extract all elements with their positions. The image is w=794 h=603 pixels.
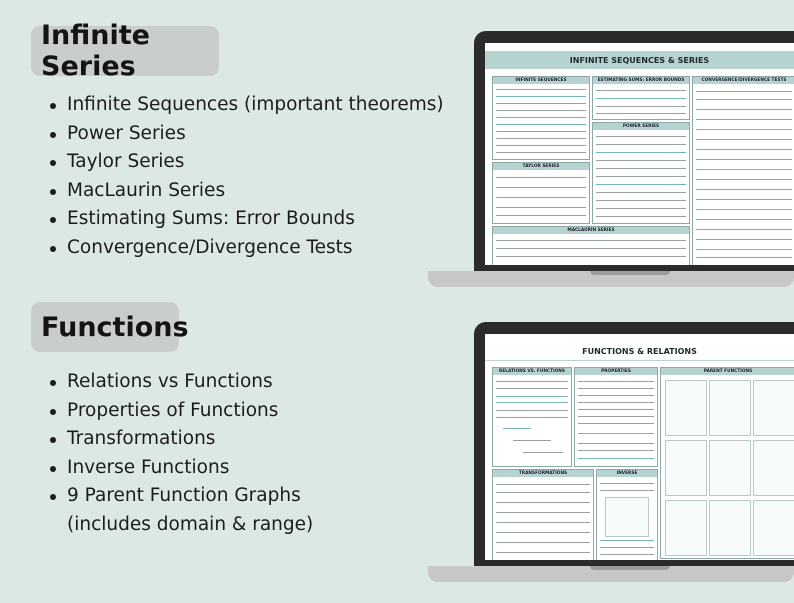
bullet-item: 9 Parent Function Graphs: [48, 482, 313, 511]
sheet-box: PROPERTIES: [574, 367, 658, 467]
sheet-title: FUNCTIONS & RELATIONS: [485, 342, 794, 361]
sheet-box: RELATIONS VS. FUNCTIONS: [492, 367, 572, 467]
sheet-box: ESTIMATING SUMS: ERROR BOUNDS: [592, 76, 690, 120]
sheet-box: INFINITE SEQUENCES: [492, 76, 590, 160]
bullet-item: Transformations: [48, 425, 313, 454]
bullet-item: Convergence/Divergence Tests: [48, 234, 444, 263]
bullet-item: Properties of Functions: [48, 397, 313, 426]
bullet-item: Infinite Sequences (important theorems): [48, 91, 444, 120]
sheet-box: CONVERGENCE/DIVERGENCE TESTS: [692, 76, 794, 265]
sheet-box: TRANSFORMATIONS: [492, 469, 594, 560]
bullet-item: Power Series: [48, 120, 444, 149]
sheet-box: INVERSE: [596, 469, 658, 560]
sheet-title: INFINITE SEQUENCES & SERIES: [485, 51, 794, 69]
sheet-box: PARENT FUNCTIONS: [660, 367, 794, 559]
bullet-item: Estimating Sums: Error Bounds: [48, 205, 444, 234]
functions-heading: Functions: [31, 302, 179, 352]
sheet-box: MACLAURIN SERIES: [492, 226, 690, 265]
bullet-item: MacLaurin Series: [48, 177, 444, 206]
bullet-item: Taylor Series: [48, 148, 444, 177]
bullet-item: Inverse Functions: [48, 454, 313, 483]
sheet-box: POWER SERIES: [592, 122, 690, 224]
laptop-base-notch: [590, 566, 670, 570]
laptop-screen: [485, 334, 794, 560]
sheet-box: TAYLOR SERIES: [492, 162, 590, 224]
infinite-series-heading: Infinite Series: [31, 26, 219, 76]
bullet-item: Relations vs Functions: [48, 368, 313, 397]
bullet-continuation: (includes domain & range): [67, 513, 314, 535]
